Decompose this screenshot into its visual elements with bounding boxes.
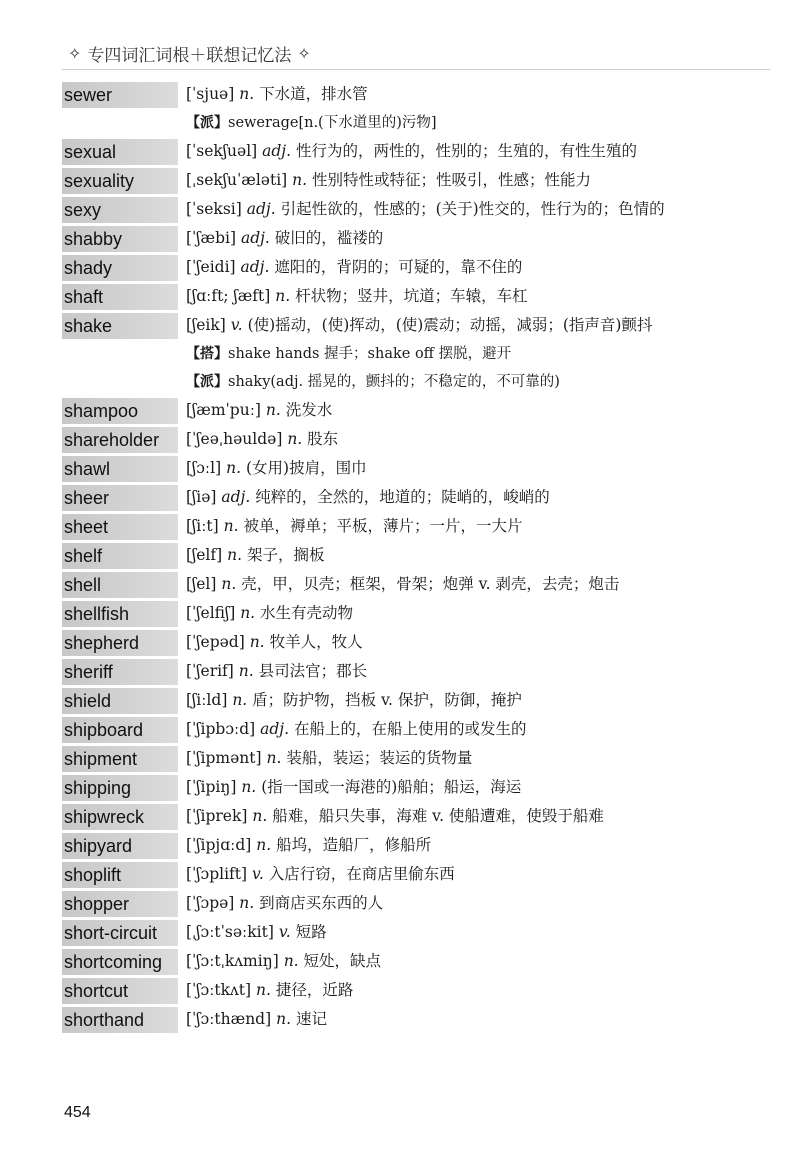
meaning: 捷径，近路: [275, 981, 354, 999]
meaning: 船难，船只失事，海难 v. 使船遭难，使毁于船难: [272, 807, 604, 825]
meaning: 破旧的，褴褛的: [274, 229, 384, 247]
part-of-speech: n.: [287, 430, 303, 448]
entry-row: [62, 976, 772, 1005]
phonetic: [ˈʃipmənt]: [186, 749, 262, 767]
part-of-speech: n.: [256, 981, 271, 999]
definition-line: [186, 137, 772, 166]
entry-row: [62, 80, 772, 137]
meaning: 牧羊人，牧人: [269, 633, 363, 651]
header-title: 专四词汇词根＋联想记忆法: [87, 45, 292, 66]
definition-line: [186, 483, 772, 512]
note-tag: 【派】: [186, 115, 228, 131]
definition-block: [186, 1005, 772, 1034]
phonetic: [ʃɔːl]: [186, 459, 222, 477]
meaning: 杆状物；竖井，坑道；车辕，车杠: [295, 287, 528, 305]
headword: shabby: [62, 226, 178, 252]
definition-line: [186, 454, 772, 483]
headword: sheet: [62, 514, 178, 540]
meaning: 洗发水: [285, 401, 333, 419]
entry-row: [62, 686, 772, 715]
definition-line: [186, 1005, 772, 1034]
meaning: (女用)披肩，围巾: [245, 459, 367, 477]
phonetic: [ˈʃæbi]: [186, 229, 237, 247]
meaning: 县司法官；郡长: [258, 662, 368, 680]
definition-line: [186, 686, 772, 715]
entry-row: [62, 541, 772, 570]
definition-block: [186, 831, 772, 860]
headword: shipment: [62, 746, 178, 772]
part-of-speech: n.: [221, 575, 237, 593]
meaning: 遮阳的，背阴的；可疑的，靠不住的: [274, 258, 523, 276]
entry-row: [62, 195, 772, 224]
sub-note: [186, 368, 772, 396]
meaning: 短处，缺点: [303, 952, 382, 970]
definition-line: [186, 889, 772, 918]
definition-line: [186, 860, 772, 889]
definition-block: [186, 715, 772, 744]
page-header: [62, 36, 770, 70]
entry-row: [62, 657, 772, 686]
entry-row: [62, 137, 772, 166]
diamond-icon: ✧: [297, 43, 311, 63]
phonetic: [ʃel]: [186, 575, 217, 593]
headword: shady: [62, 255, 178, 281]
entry-row: [62, 425, 772, 454]
definition-block: [186, 483, 772, 512]
definition-line: [186, 425, 772, 454]
definition-block: [186, 657, 772, 686]
definition-line: [186, 166, 772, 195]
headword: sheriff: [62, 659, 178, 685]
definition-line: [186, 253, 772, 282]
entry-row: [62, 889, 772, 918]
definition-line: [186, 396, 772, 425]
phonetic: [ˈʃɔːtkʌt]: [186, 981, 252, 999]
definition-line: [186, 773, 772, 802]
entry-row: [62, 744, 772, 773]
phonetic: [ʃɑːft; ʃæft]: [186, 287, 271, 305]
part-of-speech: adj.: [221, 488, 251, 506]
definition-line: [186, 831, 772, 860]
page-number: 454: [64, 1104, 91, 1121]
definition-line: [186, 224, 772, 253]
part-of-speech: n.: [292, 171, 308, 189]
headword: shawl: [62, 456, 178, 482]
definition-block: [186, 628, 772, 657]
meaning: 引起性欲的，性感的；(关于)性交的，性行为的；色情的: [280, 200, 665, 218]
headword: shake: [62, 313, 178, 339]
definition-block: [186, 599, 772, 628]
note-text: shake hands 握手；shake off 摆脱，避开: [228, 346, 512, 362]
definition-block: [186, 918, 772, 947]
part-of-speech: n.: [249, 633, 265, 651]
phonetic: [ˈʃelfiʃ]: [186, 604, 236, 622]
headword: shell: [62, 572, 178, 598]
part-of-speech: n.: [283, 952, 299, 970]
headword: shelf: [62, 543, 178, 569]
headword: shipwreck: [62, 804, 178, 830]
part-of-speech: adj.: [262, 142, 292, 160]
meaning: (指一国或一海港的)船舶；船运，海运: [261, 778, 522, 796]
meaning: 在船上的，在船上使用的或发生的: [293, 720, 527, 738]
definition-line: [186, 947, 772, 976]
definition-line: [186, 282, 772, 311]
definition-block: [186, 80, 772, 137]
entry-row: [62, 918, 772, 947]
entry-row: [62, 253, 772, 282]
part-of-speech: n.: [239, 894, 255, 912]
definition-block: [186, 253, 772, 282]
part-of-speech: n.: [275, 287, 291, 305]
meaning: 纯粹的，全然的，地道的；陡峭的，峻峭的: [255, 488, 550, 506]
entry-row: [62, 831, 772, 860]
part-of-speech: adj.: [240, 258, 270, 276]
part-of-speech: n.: [266, 749, 282, 767]
definition-line: [186, 918, 772, 947]
phonetic: [ˈʃɔplift]: [186, 865, 248, 883]
definition-block: [186, 686, 772, 715]
meaning: 架子，搁板: [246, 546, 325, 564]
part-of-speech: n.: [252, 807, 268, 825]
part-of-speech: n.: [276, 1010, 292, 1028]
definition-block: [186, 744, 772, 773]
phonetic: [ʃelf]: [186, 546, 223, 564]
part-of-speech: n.: [241, 778, 257, 796]
headword: shopper: [62, 891, 178, 917]
headword: shipboard: [62, 717, 178, 743]
definition-line: [186, 802, 772, 831]
headword: shipyard: [62, 833, 178, 859]
part-of-speech: n.: [239, 85, 255, 103]
phonetic: [ˈsekʃuəl]: [186, 142, 258, 160]
entry-row: [62, 1005, 772, 1034]
phonetic: [ˈʃeəˌhəuldə]: [186, 430, 283, 448]
part-of-speech: n.: [227, 546, 243, 564]
definition-block: [186, 512, 772, 541]
phonetic: [ˈʃɔːthænd]: [186, 1010, 272, 1028]
definition-block: [186, 860, 772, 889]
sub-note: [186, 109, 772, 137]
meaning: 性行为的，两性的，性别的；生殖的，有性生殖的: [295, 142, 637, 160]
part-of-speech: n.: [256, 836, 272, 854]
definition-block: [186, 773, 772, 802]
header-rule: [62, 69, 770, 70]
note-text: shaky(adj. 摇晃的，颤抖的；不稳定的，不可靠的): [228, 374, 560, 390]
part-of-speech: n.: [226, 459, 242, 477]
meaning: 下水道，排水管: [259, 85, 368, 103]
definition-block: [186, 166, 772, 195]
headword: short-circuit: [62, 920, 178, 946]
meaning: 到商店买东西的人: [259, 894, 384, 912]
phonetic: [ˈsjuə]: [186, 85, 235, 103]
meaning: 入店行窃，在商店里偷东西: [268, 865, 455, 883]
definition-line: [186, 657, 772, 686]
headword: shepherd: [62, 630, 178, 656]
note-text: sewerage[n.(下水道里的)污物]: [228, 115, 437, 131]
part-of-speech: n.: [232, 691, 248, 709]
phonetic: [ˈseksi]: [186, 200, 242, 218]
meaning: 水生有壳动物: [260, 604, 354, 622]
headword: shield: [62, 688, 178, 714]
definition-line: [186, 570, 772, 599]
meaning: 壳，甲，贝壳；框架，骨架；炮弹 v. 剥壳，去壳；炮击: [241, 575, 620, 593]
headword: sewer: [62, 82, 178, 108]
phonetic: [ʃiə]: [186, 488, 217, 506]
part-of-speech: adj.: [246, 200, 276, 218]
part-of-speech: adj.: [260, 720, 290, 738]
sub-note: [186, 340, 772, 368]
entry-row: [62, 802, 772, 831]
headword: shellfish: [62, 601, 178, 627]
entry-row: [62, 512, 772, 541]
entry-list: [62, 80, 772, 1034]
definition-block: [186, 195, 772, 224]
meaning: 盾；防护物，挡板 v. 保护，防御，掩护: [252, 691, 522, 709]
entry-row: [62, 570, 772, 599]
definition-block: [186, 311, 772, 396]
definition-block: [186, 947, 772, 976]
headword: sexuality: [62, 168, 178, 194]
part-of-speech: adj.: [240, 229, 270, 247]
definition-block: [186, 541, 772, 570]
entry-row: [62, 483, 772, 512]
definition-block: [186, 802, 772, 831]
phonetic: [ʃiːld]: [186, 691, 228, 709]
part-of-speech: n.: [240, 604, 256, 622]
meaning: 装船，装运；装运的货物量: [286, 749, 473, 767]
headword: shorthand: [62, 1007, 178, 1033]
entry-row: [62, 715, 772, 744]
definition-block: [186, 454, 772, 483]
phonetic: [ˈʃiprek]: [186, 807, 248, 825]
meaning: 短路: [295, 923, 327, 941]
definition-line: [186, 512, 772, 541]
entry-row: [62, 860, 772, 889]
phonetic: [ˈʃɔːtˌkʌmiŋ]: [186, 952, 279, 970]
headword: shoplift: [62, 862, 178, 888]
headword: shipping: [62, 775, 178, 801]
entry-row: [62, 166, 772, 195]
definition-line: [186, 195, 772, 224]
definition-block: [186, 282, 772, 311]
meaning: 股东: [307, 430, 339, 448]
phonetic: [ʃeik]: [186, 316, 226, 334]
phonetic: [ˈʃipjɑːd]: [186, 836, 252, 854]
headword: sexy: [62, 197, 178, 223]
meaning: 被单，褥单；平板，薄片；一片，一大片: [243, 517, 523, 535]
entry-row: [62, 773, 772, 802]
headword: shareholder: [62, 427, 178, 453]
definition-block: [186, 889, 772, 918]
definition-block: [186, 396, 772, 425]
definition-line: [186, 715, 772, 744]
meaning: 性别特性或特征；性吸引，性感；性能力: [312, 171, 592, 189]
headword: shaft: [62, 284, 178, 310]
phonetic: [ˈʃepəd]: [186, 633, 245, 651]
part-of-speech: v.: [278, 923, 291, 941]
part-of-speech: n.: [223, 517, 239, 535]
headword: shortcut: [62, 978, 178, 1004]
headword: shortcoming: [62, 949, 178, 975]
phonetic: [ˌʃɔːtˈsəːkit]: [186, 923, 274, 941]
definition-line: [186, 541, 772, 570]
definition-line: [186, 628, 772, 657]
entry-row: [62, 628, 772, 657]
part-of-speech: v.: [251, 865, 264, 883]
entry-row: [62, 396, 772, 425]
phonetic: [ˌsekʃuˈæləti]: [186, 171, 288, 189]
diamond-icon: ✧: [68, 43, 82, 63]
phonetic: [ʃiːt]: [186, 517, 219, 535]
definition-line: [186, 599, 772, 628]
headword: sheer: [62, 485, 178, 511]
definition-line: [186, 311, 772, 340]
definition-block: [186, 137, 772, 166]
note-tag: 【搭】: [186, 346, 228, 362]
definition-line: [186, 744, 772, 773]
definition-line: [186, 976, 772, 1005]
entry-row: [62, 454, 772, 483]
part-of-speech: n.: [238, 662, 254, 680]
entry-row: [62, 311, 772, 396]
note-tag: 【派】: [186, 374, 228, 390]
phonetic: [ʃæmˈpuː]: [186, 401, 261, 419]
phonetic: [ˈʃipbɔːd]: [186, 720, 256, 738]
meaning: 速记: [295, 1010, 327, 1028]
definition-block: [186, 976, 772, 1005]
phonetic: [ˈʃɔpə]: [186, 894, 235, 912]
definition-block: [186, 570, 772, 599]
headword: shampoo: [62, 398, 178, 424]
phonetic: [ˈʃeidi]: [186, 258, 236, 276]
definition-line: [186, 80, 772, 109]
definition-block: [186, 224, 772, 253]
part-of-speech: n.: [265, 401, 281, 419]
entry-row: [62, 282, 772, 311]
definition-block: [186, 425, 772, 454]
phonetic: [ˈʃerif]: [186, 662, 234, 680]
headword: sexual: [62, 139, 178, 165]
meaning: (使)摇动，(使)挥动，(使)震动；动摇，减弱；(指声音)颤抖: [247, 316, 653, 334]
meaning: 船坞，造船厂，修船所: [276, 836, 432, 854]
part-of-speech: v.: [230, 316, 243, 334]
phonetic: [ˈʃipiŋ]: [186, 778, 237, 796]
entry-row: [62, 947, 772, 976]
entry-row: [62, 224, 772, 253]
entry-row: [62, 599, 772, 628]
